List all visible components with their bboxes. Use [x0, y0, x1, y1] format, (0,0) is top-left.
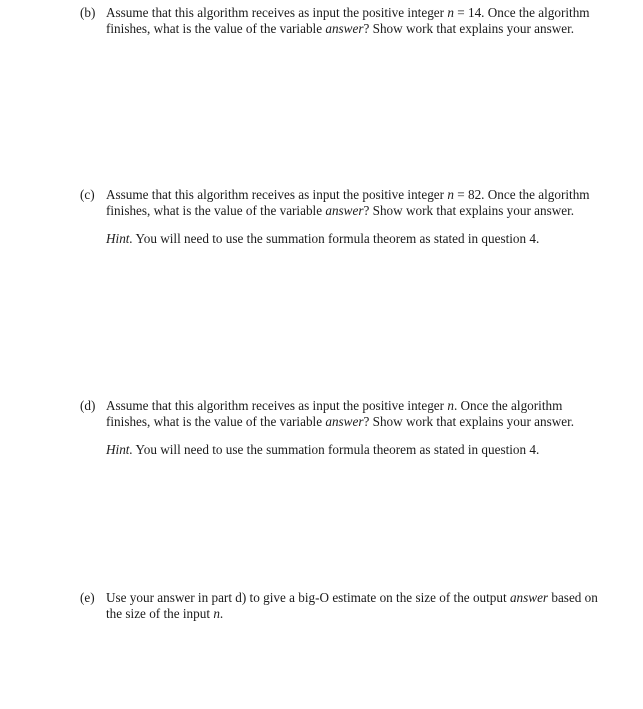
question-e-label: (e): [80, 590, 95, 605]
question-d-text: [106, 398, 608, 431]
question-c-text-1: Assume that this algorithm receives as input the positive integer: [106, 187, 448, 202]
question-e-text-2: based on the size of the input: [106, 590, 598, 622]
question-b-body: [106, 5, 608, 38]
question-c-hint-label: Hint.: [106, 230, 133, 246]
question-d-text-3: ? Show work that explains your answer.: [363, 414, 575, 430]
question-e-body: [106, 590, 608, 623]
question-d-hint-label: Hint.: [106, 441, 133, 457]
question-b-text-2: . Once the algorithm finishes, what is the value of the variable: [106, 5, 590, 37]
question-d-text-2: . Once the algorithm finishes, what is the value of the variable: [106, 398, 563, 430]
question-b: [80, 5, 608, 38]
question-e: [80, 590, 608, 623]
question-c-var-n: n: [447, 187, 454, 202]
question-d-body: [106, 398, 608, 458]
question-b-equals: =: [453, 5, 468, 20]
question-b-var-n: n: [447, 5, 454, 20]
question-e-text-3: .: [219, 606, 224, 622]
question-d-label: (d): [80, 398, 96, 413]
question-c-text-2: . Once the algorithm finishes, what is the value of the variable: [106, 187, 590, 219]
question-d-var-answer: answer: [325, 414, 364, 430]
question-b-label: (b): [80, 5, 96, 20]
question-c-var-answer: answer: [325, 203, 364, 219]
question-d-text-1: Assume that this algorithm receives as input the positive integer: [106, 398, 448, 413]
question-b-text-3: ? Show work that explains your answer.: [363, 21, 575, 37]
question-e-var-answer: answer: [509, 590, 549, 605]
question-d-var-n: n: [447, 398, 454, 413]
question-c-text: [106, 187, 608, 220]
question-c-body: [106, 187, 608, 247]
question-c-hint: [106, 231, 608, 247]
question-d: [80, 398, 608, 458]
question-c: [80, 187, 608, 247]
question-b-text: [106, 5, 608, 38]
question-b-var-answer: answer: [325, 21, 364, 37]
question-e-var-n: n: [213, 606, 220, 622]
question-c-hint-text: You will need to use the summation formula theorem as stated in question 4.: [132, 230, 540, 246]
question-e-text-1: Use your answer in part d) to give a big-O estimate on the size of the output: [106, 590, 510, 605]
question-c-text-3: ? Show work that explains your answer.: [363, 203, 575, 219]
question-d-hint-text: You will need to use the summation formula theorem as stated in question 4.: [132, 441, 540, 457]
question-d-hint: [106, 442, 608, 458]
question-c-equals: =: [453, 187, 468, 202]
question-b-value: 14: [467, 5, 482, 20]
question-e-text: [106, 590, 608, 623]
question-c-value: 82: [467, 187, 482, 202]
question-c-label: (c): [80, 187, 95, 202]
question-b-text-1: Assume that this algorithm receives as input the positive integer: [106, 5, 448, 20]
